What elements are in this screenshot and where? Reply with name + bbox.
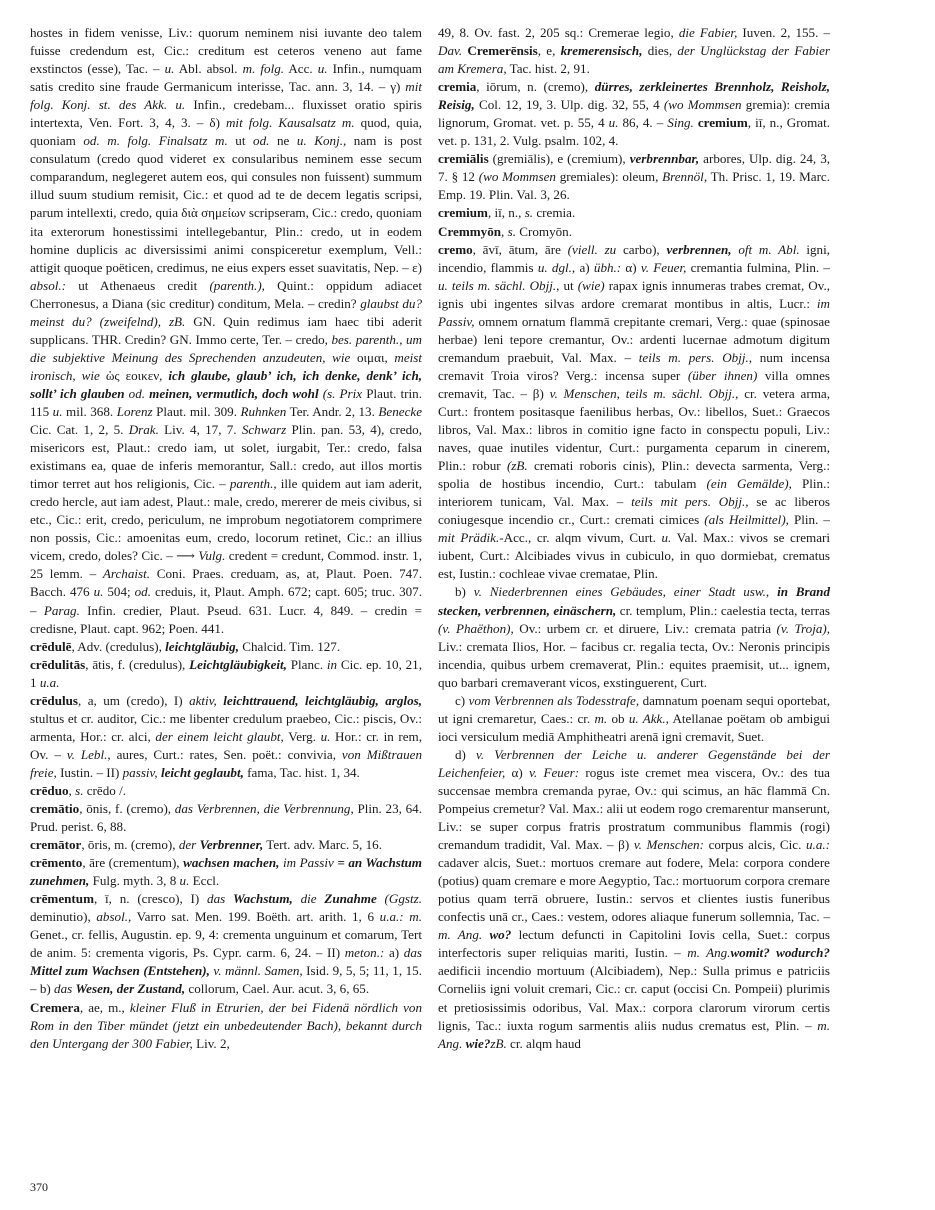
dictionary-entry-cremia <box>438 78 830 150</box>
entry-text: creduis, it, Plaut. Amph. 672; capt. 605; truc. 307. – <box>30 584 422 618</box>
entry-text: Fulg. myth. 3, 8 <box>89 873 180 889</box>
entry-headword: crēdulus <box>30 692 79 708</box>
entry-text: Th. Prisc. 1, 19. Marc. Emp. 19. Plin. Val. 3, 26. <box>438 169 831 203</box>
entry-text: s. <box>524 205 534 221</box>
entry-text: aedificii incendio mortuum (Alcibiadem), Nep.: Sulla primus e patriciis Corneliis igni voluit cremari, Cic.: cr. caput (occisi Cn. Pompeii) plurimis et pretiosissimis odoribus, Val. Max.: corpora clarorum virorum certis lignis, Tac.: iuxta rogum sarmentis aliis nudus crematus est, Plin. – <box>438 963 830 1033</box>
entry-text: Plin. – <box>788 512 830 528</box>
entry-text: (als Heilmittel), <box>704 512 789 528</box>
dictionary-entry-cremo_c <box>438 692 830 746</box>
entry-text: 504; <box>103 584 135 600</box>
entry-text: Infin., credebam... fluxisset oratio spiris intertexta, Ven. Fort. 3, 4, 3. – δ) <box>30 97 422 131</box>
entry-text: dürres, zerkleinertes Brennholz, Reisholz, Reisig, <box>438 79 830 113</box>
entry-text: die Fabier, <box>678 25 738 40</box>
dictionary-entry-cremento <box>30 854 422 890</box>
entry-text: in <box>326 656 338 672</box>
entry-text: s. <box>75 782 84 798</box>
left-column <box>30 24 422 1053</box>
entry-text: , āre (crementum), <box>82 855 184 871</box>
entry-text: omnem ornatum flammā crepitante cremari, Verg.: quae (spinosae herbae) leni tepore cremantur, Ov.: ardenti lucernae admotum digitum cremandum praebuit, Val. Max. – <box>438 313 830 365</box>
entry-headword: crēmento <box>30 855 83 871</box>
entry-text: meton.: <box>344 945 385 961</box>
entry-text: leichttrauend, leichtgläubig, arglos, <box>223 692 422 708</box>
entry-text: u. <box>317 61 328 77</box>
entry-text: das <box>207 891 226 907</box>
entry-text: u. <box>320 728 331 744</box>
entry-text: oft m. Abl. <box>738 241 800 257</box>
entry-text: v. männl. Samen, <box>213 963 303 979</box>
entry-text: Infin., numquam satis credito sine fraude Germanicum interisse, Tac. ann. 3, 14. – γ) <box>30 61 422 95</box>
entry-text: Planc. <box>286 656 327 672</box>
entry-headword: crēmentum <box>30 891 94 907</box>
entry-text: Plin. pan. 53, 4), credo, misericors est, Plaut.: credo iam, ut solet, iurgabit, Ter.: credo, falsa existimans ea, quae de inferis memorantur, Sall.: credo, aut illos mortis timor terret aut hos religionis, Cic. – <box>30 422 422 492</box>
entry-text: gremia): cremia lignorum, Gromat. vet. p. 55, 4 <box>438 97 830 131</box>
entry-text: absol., <box>96 909 132 925</box>
entry-text: cr. alqm haud <box>506 1035 581 1051</box>
entry-text: cremati roboris cinis), Plin.: devecta sarmenta, Verg.: spolia de hostibus incendio, Curt.: tabulam <box>438 458 830 492</box>
entry-text: u. <box>52 403 63 419</box>
dictionary-entry-credulitas <box>30 656 422 692</box>
entry-text: Iustin. – II) <box>56 764 123 780</box>
entry-text: das <box>403 945 422 961</box>
entry-text: corpus alcis, Cic. <box>703 837 806 853</box>
entry-text: wie? <box>465 1035 491 1051</box>
entry-text: leichtgläubig, <box>165 638 239 654</box>
entry-text: Infin. credier, Plaut. Pseud. 631. Lucr. 4, 849. – credin = credisne, Plaut. capt. 962; Poen. 441. <box>30 602 422 636</box>
dictionary-entry-crementum <box>30 890 422 998</box>
entry-text: Genet., cr. fellis, Augustin. ep. 9, 4: crementa unguinum et comarum, Tert de anim. 5: crementa vigoris, Ps. Cypr. carm. 6, 24. – II) <box>30 927 422 961</box>
entry-headword: crēdulitās <box>30 656 86 672</box>
dictionary-entry-cremialis <box>438 150 830 204</box>
entry-text: mit folg. Konj. st. des Akk. u. <box>30 79 422 113</box>
entry-text: , iōrum, n. (cremo), <box>476 79 595 95</box>
dictionary-entry-cremium <box>438 204 830 222</box>
entry-text: absol.: <box>30 277 67 293</box>
entry-text: rapax ignis innumeras trabes cremat, Ov., ignis ubi ingentes silvas ardore cremarat montibus in altis, Lucr.: <box>438 277 830 311</box>
entry-text: übh.: <box>593 259 622 275</box>
entry-text: von Mißtrauen freie, <box>30 746 422 780</box>
entry-text: , ae, m., <box>79 999 130 1015</box>
entry-text: rogus iste cremet mea viscera, Ov.: des tua succensae membra cremanda pyrae, Ov.: qui scimus, an hāc flammā Cn. Pompeius cremetur? Val. Max.: alii ut eodem rogo cremarentur manserunt, Liv.: se super corpus fratris prostratum communibus flammis (rogi) cremandum tradidit, Val. Max. – β) <box>438 764 830 853</box>
entry-text: nam is post consulatum (credo quod videret ex consularibus neminem esse secum comparandum, neglegeret autem eos, qui consules non fuissent) summum illud suum studium remisit, Cic.: et quod ad te de decem legatis scripsi, parum intellexti, credo, quia διὰ σημείων scripseram, Cic.: credo, quoniam ita exterorum honestissimi intellegebantur, Plin.: credo, ut in eodem homine duplicis ac diversissimi animi conspiceretur exemplum, Vell.: attigit quoque poëticen, credimus, ne eius expers esset suavitatis, Nep. – ε) <box>30 133 423 275</box>
entry-text: dies, <box>642 43 678 59</box>
entry-text: im Passiv <box>282 855 334 871</box>
page-number: 370 <box>30 1180 48 1194</box>
entry-text: GN. Quin redimus iam haec tibi aderit supplicans. THR. Credin? GN. Immo certe, Ter. – credo, <box>30 313 423 347</box>
entry-text: mit Prädik.- <box>438 530 504 546</box>
entry-text: Mittel zum Wachsen (Entstehen), <box>30 963 210 979</box>
entry-text: meinen, vermutlich, doch wohl <box>149 385 319 401</box>
entry-text: Isid. 9, 5, 5; 11, 1, 15. – b) <box>30 963 422 997</box>
entry-text: Cromyōn. <box>515 223 572 239</box>
entry-text: Cic. ep. 10, 21, 1 <box>30 656 422 690</box>
entry-text: u. <box>661 530 672 546</box>
entry-text: m. folg. <box>242 61 285 77</box>
entry-text: ut <box>227 133 254 149</box>
dictionary-entry-cremera <box>30 999 422 1053</box>
entry-text: v. Menschen, teils m. sächl. Objj., <box>549 385 739 401</box>
entry-text: teils m. pers. Objj., <box>638 349 753 365</box>
entry-text: b) <box>455 584 474 600</box>
entry-text: cremia. <box>533 205 576 221</box>
entry-text: d) <box>455 746 477 762</box>
entry-text: Chalcid. Tim. 127. <box>239 638 341 654</box>
entry-text: Iuven. 2, 155. – <box>737 25 831 40</box>
entry-text: damnatum poenam sequi oportebat, ut igni cremaretur, Caes.: cr. <box>438 692 830 726</box>
entry-text: quod, quia, quoniam <box>30 115 422 149</box>
entry-text: (ein Gemälde), <box>706 476 792 492</box>
entry-text: ὡς εοικεν, <box>99 367 169 383</box>
entry-text: v. Lebl., <box>66 746 111 762</box>
entry-headword: cremium <box>438 205 488 221</box>
entry-text: m. Ang. <box>687 945 731 961</box>
entry-text: 86, 4. – <box>618 115 668 131</box>
dictionary-entry-creduo <box>30 782 422 800</box>
entry-text: ne <box>269 133 297 149</box>
entry-text: se ac liberos coniugesque incendio cr., Curt.: cremati cimices <box>438 494 830 528</box>
entry-headword: cremiālis <box>438 151 489 167</box>
entry-text: das Verbrennen, die Verbrennung, <box>174 801 354 817</box>
entry-text: lectum defuncti in Capitolini Iovis cella, Suet.: corpus interfectoris super reliquias mariti, Iustin. – <box>438 927 830 961</box>
entry-text: u. Akk., <box>628 710 669 726</box>
entry-text: Drak. <box>128 422 159 438</box>
entry-text: , ōris, m. (cremo), <box>81 837 179 853</box>
entry-text: α) <box>621 259 641 275</box>
entry-text: Schwarz <box>241 422 287 438</box>
entry-text: villa omnes cremavit, Tac. – β) <box>438 367 830 401</box>
entry-text: mil. 368. <box>62 403 117 419</box>
entry-text: 49, 8. Ov. fast. 2, 205 sq.: Cremerae legio, <box>438 25 679 40</box>
entry-text: , <box>501 223 508 239</box>
entry-text: u.a.: <box>806 837 831 853</box>
entry-text: Acc. <box>284 61 318 77</box>
entry-text: das <box>54 981 73 997</box>
entry-text: , a, um (credo), I) <box>78 692 190 708</box>
entry-text: Plin.: interiorem tunicam, Val. Max. – <box>438 476 830 510</box>
entry-text: der einem leicht glaubt, <box>155 728 284 744</box>
entry-text: (zB. <box>506 458 528 474</box>
entry-headword: crēdulē <box>30 638 72 654</box>
entry-text: Acc., cr. alqm vivum, Curt. <box>503 530 662 546</box>
entry-text: (viell. zu <box>567 241 617 257</box>
dictionary-entry-cremera_cont <box>438 24 830 78</box>
entry-text: Wesen, der Zustand, <box>75 981 186 997</box>
entry-text: α) <box>505 764 530 780</box>
entry-text <box>769 584 777 599</box>
entry-text: Verbrenner, <box>199 837 264 853</box>
entry-text: Parag. <box>43 602 80 618</box>
entry-text: , <box>68 782 76 798</box>
entry-text: Ruhnken <box>240 403 287 419</box>
entry-text: Plin. 23, 64. Prud. perist. 6, 88. <box>30 801 422 835</box>
entry-text: ich glaube, glaub’ ich, ich denke, denk’ ich, sollt’ ich glauben <box>30 367 422 401</box>
entry-text: Plaut. trin. 115 <box>30 385 422 419</box>
entry-headword: Cremmyōn <box>438 223 502 239</box>
right-column <box>438 24 830 1053</box>
entry-text: u. teils m. sächl. Objj., <box>438 277 560 293</box>
entry-text: v. Menschen: <box>633 837 704 853</box>
entry-text: Liv. 4, 17, 7. <box>158 422 242 438</box>
dictionary-entry-cremator <box>30 836 422 854</box>
entry-text: Liv.: cremata Ilios, Hor. – facibus cr. regalia tecta, Ov.: Neronis principis incendia, quibus urbem cremaverat, Plin.: equites praemisit, ut... ignem, quo barbari cremaverant vicos, exstinguerent, Curt. <box>438 638 830 690</box>
entry-text: igni, incendio, flammis <box>438 241 831 275</box>
entry-text: leicht geglaubt, <box>160 764 244 780</box>
entry-text: Brennöl, <box>662 169 708 185</box>
entry-text: Wachstum, <box>233 891 293 907</box>
entry-text: verbrennbar, <box>629 151 700 167</box>
dictionary-entry-cremo_d <box>438 746 830 1053</box>
entry-text: od. <box>134 584 151 600</box>
entry-text: , āvī, ātum, āre <box>472 241 568 257</box>
entry-text <box>225 891 233 906</box>
entry-text: (wo Mommsen <box>663 97 742 113</box>
entry-text: num incensa cremavit Troia viros? Verg.: incensa super <box>438 349 830 383</box>
dictionary-entry-crematio <box>30 800 422 836</box>
dictionary-entry-credulus <box>30 692 422 782</box>
entry-text: aures, Curt.: rates, Sen. poët.: convivia, <box>110 746 342 762</box>
entry-text: der Unglückstag der Fabier am Kremera, <box>438 43 830 77</box>
entry-text: Col. 12, 19, 3. Ulp. dig. 32, 55, 4 <box>474 97 664 113</box>
entry-text: glaubst du? meinst du? (zweifelnd), zB. <box>30 295 422 329</box>
entry-text <box>377 891 385 906</box>
entry-text: Abl. absol. <box>174 61 243 77</box>
entry-text: (gremiālis), e (cremium), <box>488 151 630 167</box>
entry-text: , Adv. (credulus), <box>71 638 166 654</box>
entry-text: (wie) <box>577 277 605 293</box>
entry-text: meist ironisch, wie <box>30 349 423 383</box>
entry-text: die <box>300 891 317 907</box>
entry-headword: Cremerēnsis <box>467 43 538 59</box>
entry-text: (parenth.), <box>209 277 265 293</box>
entry-text: wo? <box>489 927 512 943</box>
entry-text: m. Ang. <box>438 1017 830 1051</box>
entry-text: arbores, Ulp. dig. 24, 3, 7. § 12 <box>438 151 831 185</box>
dictionary-entry-cremo <box>438 241 830 584</box>
entry-text: u. Konj., <box>296 133 347 149</box>
entry-text: in Brand stecken, verbrennen, einäschern, <box>438 584 831 618</box>
entry-text: οιμαι, <box>350 349 395 365</box>
entry-text: Eccl. <box>189 873 220 889</box>
entry-text: u. <box>608 115 619 131</box>
entry-text: gremiales): oleum, <box>555 169 663 185</box>
entry-text: Cic. Cat. 1, 2, 5. <box>30 422 129 438</box>
entry-text: Leichtgläubigkeit, <box>189 656 287 672</box>
entry-text: hostes in fidem venisse, Liv.: quorum neminem nisi iuvante deo talem fuisse credendum est, Cic.: creditum est ceteros veneno aut fame exstinctos (esse), Tac. – <box>30 25 422 77</box>
entry-headword: cremia <box>438 79 477 95</box>
entry-text: ut Athenaeus credit <box>66 277 210 293</box>
entry-text: cr. vetera arma, Curt.: frontem positasque faenilibus herbas, Ov.: libellos, Suet.: Graecos libros, Val. Max.: libros in comitio igne facto in conspectu populi, Liv.: naves, quae inutiles videntur, Curt.: purgamenta ceparum in cinerem, Plin.: robur <box>438 385 830 474</box>
entry-text: carbo), <box>616 241 667 257</box>
entry-text: wachsen machen, <box>183 855 280 871</box>
entry-headword: crēduo <box>30 782 69 798</box>
entry-text: Coni. Praes. creduam, as, at, Plaut. Poen. 747. Bacch. 476 <box>30 566 422 600</box>
entry-text: ut <box>559 277 578 293</box>
entry-text: credent = credunt, Commod. instr. 1, 25 lemm. – <box>30 548 422 582</box>
entry-text: kremerensisch, <box>560 43 643 59</box>
entry-text: Varro sat. Men. 199. Boëth. art. arith. 1, 6 <box>131 909 380 925</box>
entry-text: od. m. folg. Finalsatz m. <box>83 133 228 149</box>
entry-text: v. Feuer: <box>529 764 580 780</box>
entry-text: v. Verbrennen der Leiche u. anderer Gegenstände bei der Leichenfeier, <box>438 746 830 780</box>
entry-text: Ter. Andr. 2, 13. <box>286 403 379 419</box>
entry-text: od. <box>253 133 270 149</box>
entry-text: m. <box>594 710 608 726</box>
entry-text: stultus et cr. auditor, Cic.: me libenter credulum praebeo, Cic.: piscis, Ov.: armenta, Hor.: cr. alci, <box>30 710 422 744</box>
entry-text: Atellanae poëtam ob ambigui ioci versiculum mediā Amphitheatri arenā igni cremavit, Suet. <box>438 710 830 744</box>
entry-text: m. Ang. <box>438 927 483 943</box>
entry-text: Dav. <box>438 43 463 59</box>
entry-text: , ōnis, f. (cremo), <box>79 801 175 817</box>
entry-text: Quint.: oppidum adiacet Cherronesus, a Diana (sic creditur) conditum, Mela. – credin? <box>30 277 422 311</box>
entry-text: (s. Prix <box>322 385 363 401</box>
entry-text: ob <box>607 710 629 726</box>
entry-text: Hor.: cr. in rem, Ov. – <box>30 728 423 762</box>
entry-text: teils mit pers. Objj., <box>631 494 749 510</box>
entry-text: collorum, Cael. Aur. acut. 3, 6, 65. <box>185 981 370 997</box>
entry-text: Zunahme <box>324 891 377 907</box>
entry-text: s. <box>507 223 516 239</box>
entry-text: bes. parenth., um die subjektive Meinung des Sprechenden anzudeuten, wie <box>30 331 422 365</box>
entry-headword: cremo <box>438 241 473 257</box>
entry-text: Archaist. <box>102 566 151 582</box>
entry-text: u. <box>93 584 104 600</box>
entry-text: deminutio), <box>30 909 97 925</box>
entry-text: Vulg. <box>198 548 226 564</box>
entry-text: cr. templum, Plin.: caelestia tecta, terras <box>616 602 830 618</box>
entry-text: a) <box>384 945 404 961</box>
dictionary-entry-cremmyon <box>438 223 830 241</box>
entry-text: , ātis, f. (credulus), <box>85 656 190 672</box>
entry-headword: Cremera <box>30 999 80 1015</box>
entry-text: verbrennen, <box>666 241 732 257</box>
entry-text: Benecke <box>378 403 423 419</box>
entry-text: , iī, n., Gromat. vet. p. 131, 2. Vulg. psalm. 102, 4. <box>438 115 831 149</box>
entry-text: ille quidem aut iam aderit, credo hercle, aut iam adest, Plaut.: male, credo, mererer de meis civibus, si etc., Cic.: erit, credo, periculum, ne improbum negotiatorem comprimere non possis, Cic.: amoenitas eum, credo, locorum retinet, Cic.: an illius vicem, credo, doles? Cic. – ⟶ <box>30 476 423 564</box>
entry-text: Ov.: urbem cr. et diruere, Liv.: cremata patria <box>513 620 777 636</box>
entry-text: cremantia fulmina, Plin. – <box>686 259 830 275</box>
dictionary-entry-credo_cont <box>30 24 422 638</box>
entry-text: Val. Max.: vivos se cremari iubent, Curt.: Alcibiades vivus in cubiculo, in quo dormiebat, crematus est, Iustin.: cochleae vivae crematae, Plin. <box>438 530 831 582</box>
entry-headword: cremium <box>697 115 748 131</box>
entry-text: od. <box>128 385 146 401</box>
entry-text: Verg. <box>283 728 321 744</box>
entry-text: Tac. hist. 2, 91. <box>506 61 590 77</box>
entry-text: u. dgl., <box>537 259 576 275</box>
entry-text: Liv. 2, <box>192 1035 230 1051</box>
entry-text: Sing. <box>667 115 694 131</box>
entry-text: der <box>178 837 197 853</box>
entry-text: kleiner Fluß in Etrurien, der bei Fidenä nördlich von Rom in den Tiber mündet (jetzt ein unbedeutender Bach), bekannt durch den Untergang der 300 Fabier, <box>30 999 422 1051</box>
entry-text: = an Wachstum zunehmen, <box>30 855 422 889</box>
entry-text: (wo Mommsen <box>478 169 556 185</box>
entry-text: u.a.: m. <box>379 909 422 925</box>
entry-text: fama, Tac. hist. 1, 34. <box>243 764 360 780</box>
entry-text: Lorenz <box>116 403 153 419</box>
entry-text: v. Feuer, <box>640 259 687 275</box>
entry-text: u.a. <box>39 674 60 690</box>
entry-text: , e, <box>537 43 561 59</box>
entry-text: u. <box>164 61 175 77</box>
entry-text: zB. <box>490 1035 507 1051</box>
entry-text <box>293 891 301 906</box>
dictionary-entry-cremo_b <box>438 583 830 691</box>
entry-text: mit folg. Kausalsatz m. <box>225 115 355 131</box>
entry-text: (über ihnen) <box>687 367 758 383</box>
entry-text: , iī, n., <box>487 205 525 221</box>
entry-text: Plaut. mil. 309. <box>152 403 241 419</box>
entry-headword: cremātor <box>30 837 82 853</box>
entry-text: parenth., <box>229 476 277 492</box>
entry-text: (v. Troja), <box>776 620 831 636</box>
entry-text: vom Verbrennen als Todesstrafe, <box>468 692 640 708</box>
entry-text: Tert. adv. Marc. 5, 16. <box>263 837 382 853</box>
entry-text: v. Niederbrennen eines Gebäudes, einer Stadt usw., <box>473 584 770 600</box>
entry-text: (Ggstz. <box>384 891 423 907</box>
entry-text: a) <box>575 259 594 275</box>
entry-text: , ī, n. (cresco), I) <box>94 891 208 907</box>
entry-text: c) <box>455 692 469 708</box>
entry-headword: cremātio <box>30 801 80 817</box>
entry-text: womit? wodurch? <box>730 945 830 961</box>
entry-text: u. <box>179 873 190 889</box>
entry-text: aktiv, <box>189 692 217 708</box>
entry-text: crēdo /. <box>83 782 127 798</box>
dictionary-entry-credule <box>30 638 422 656</box>
entry-text: cadaver alcis, Suet.: mortuos cremare aut fodere, Mela: corpora condere (potius) quam cremare e more Aegyptio, Tac.: mortuorum corpora cremare potius quam terrā obruere, Iustin.: servos et clientes iustis funeribus confectis unā cr., Caes.: vestem, odores aliaque funerum sollemnia, Tac. – <box>438 855 830 925</box>
entry-text: (v. Phaëthon), <box>438 620 514 636</box>
entry-text: passiv, <box>122 764 158 780</box>
entry-text: im Passiv, <box>438 295 830 329</box>
